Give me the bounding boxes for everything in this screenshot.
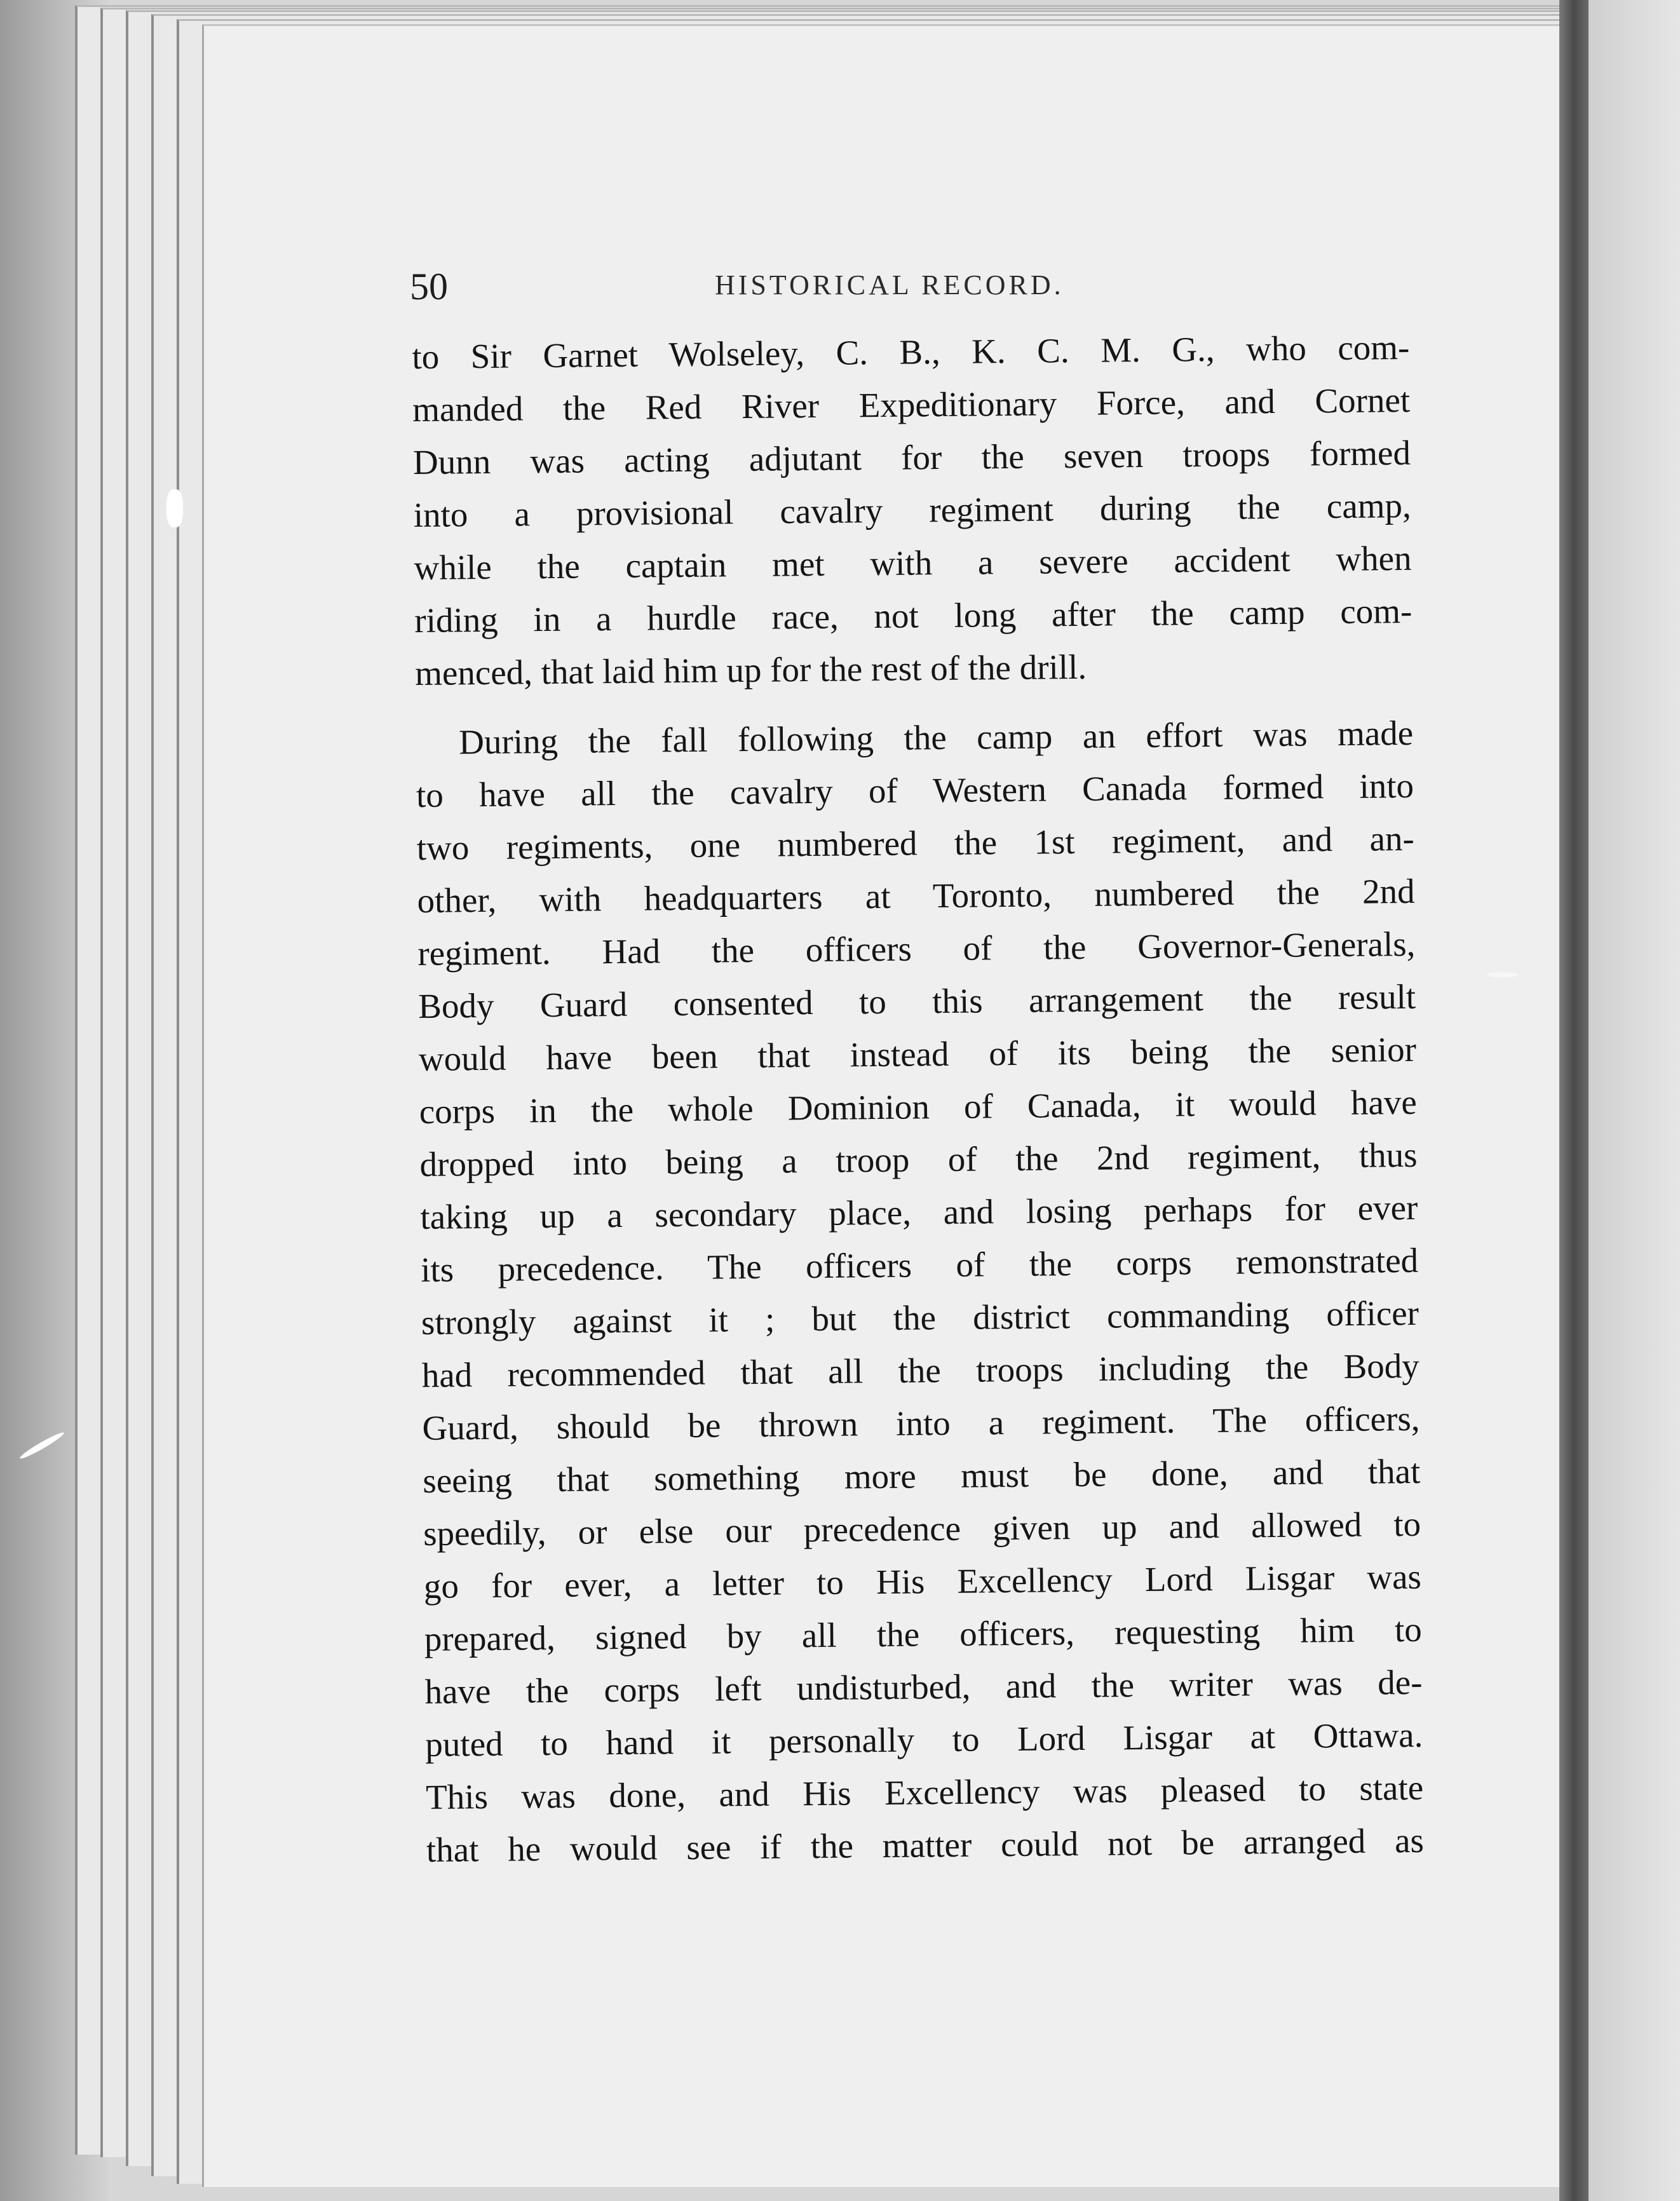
text-line: go for ever, a letter to His Excellency Lord Lisgar was <box>423 1557 1422 1606</box>
text-line: speedily, or else our precedence given up and allowed to <box>423 1504 1421 1553</box>
text-line: its precedence. The officers of the corps remonstrated <box>420 1240 1419 1289</box>
text-line: regiment. Had the officers of the Governor-Generals, <box>417 924 1416 973</box>
running-head: HISTORICAL RECORD. <box>715 269 1064 301</box>
text-line: This was done, and His Excellency was pleased to state <box>425 1768 1424 1817</box>
text-line: while the captain met with a severe accident when <box>414 538 1412 587</box>
text-line: into a provisional cavalry regiment during the camp, <box>413 485 1412 534</box>
text-line: have the corps left undisturbed, and the writer was de- <box>424 1662 1423 1711</box>
text-line: Dunn was acting adjutant for the seven troops formed <box>412 433 1411 482</box>
book-gutter <box>1559 0 1589 2201</box>
text-line: manded the Red River Expeditionary Force, and Cornet <box>412 380 1411 429</box>
text-line: dropped into being a troop of the 2nd regiment, thus <box>419 1135 1418 1184</box>
text-line: two regiments, one numbered the 1st regiment, and an- <box>416 818 1415 867</box>
body-text <box>412 321 1424 1876</box>
text-line: During the fall following the camp an effort was made <box>458 713 1414 762</box>
text-line: Body Guard consented to this arrangement the result <box>417 977 1416 1026</box>
text-line: other, with headquarters at Toronto, numbered the 2nd <box>417 871 1415 920</box>
facing-page-edge <box>1589 0 1680 2201</box>
text-line: menced, that laid him up for the rest of the drill. <box>414 647 1087 693</box>
scan-speck <box>1487 972 1519 977</box>
text-line: riding in a hurdle race, not long after the camp com- <box>414 591 1412 640</box>
page-number: 50 <box>410 266 448 308</box>
paragraph-2 <box>416 707 1424 1876</box>
text-line: to have all the cavalry of Western Canada formed into <box>416 766 1414 815</box>
text-line: would have been that instead of its being the senior <box>418 1029 1417 1078</box>
text-line: puted to hand it personally to Lord Lisgar at Ottawa. <box>425 1715 1423 1764</box>
text-line: Guard, should be thrown into a regiment. The officers, <box>422 1398 1420 1447</box>
text-line: strongly against it ; but the district commanding officer <box>421 1293 1419 1342</box>
text-line: prepared, signed by all the officers, requesting him to <box>424 1609 1422 1658</box>
paragraph-1 <box>412 321 1413 700</box>
text-line: had recommended that all the troops including the Body <box>421 1346 1420 1395</box>
text-line: to Sir Garnet Wolseley, C. B., K. C. M. G., who com- <box>412 327 1410 376</box>
text-line: corps in the whole Dominion of Canada, it would have <box>419 1082 1418 1131</box>
text-line: that he would see if the matter could not be arranged as <box>426 1820 1425 1869</box>
text-line: seeing that something more must be done, and that <box>423 1451 1421 1500</box>
scan-speck <box>166 489 183 527</box>
text-line: taking up a secondary place, and losing perhaps for ever <box>420 1188 1418 1236</box>
page-header <box>410 257 1388 315</box>
